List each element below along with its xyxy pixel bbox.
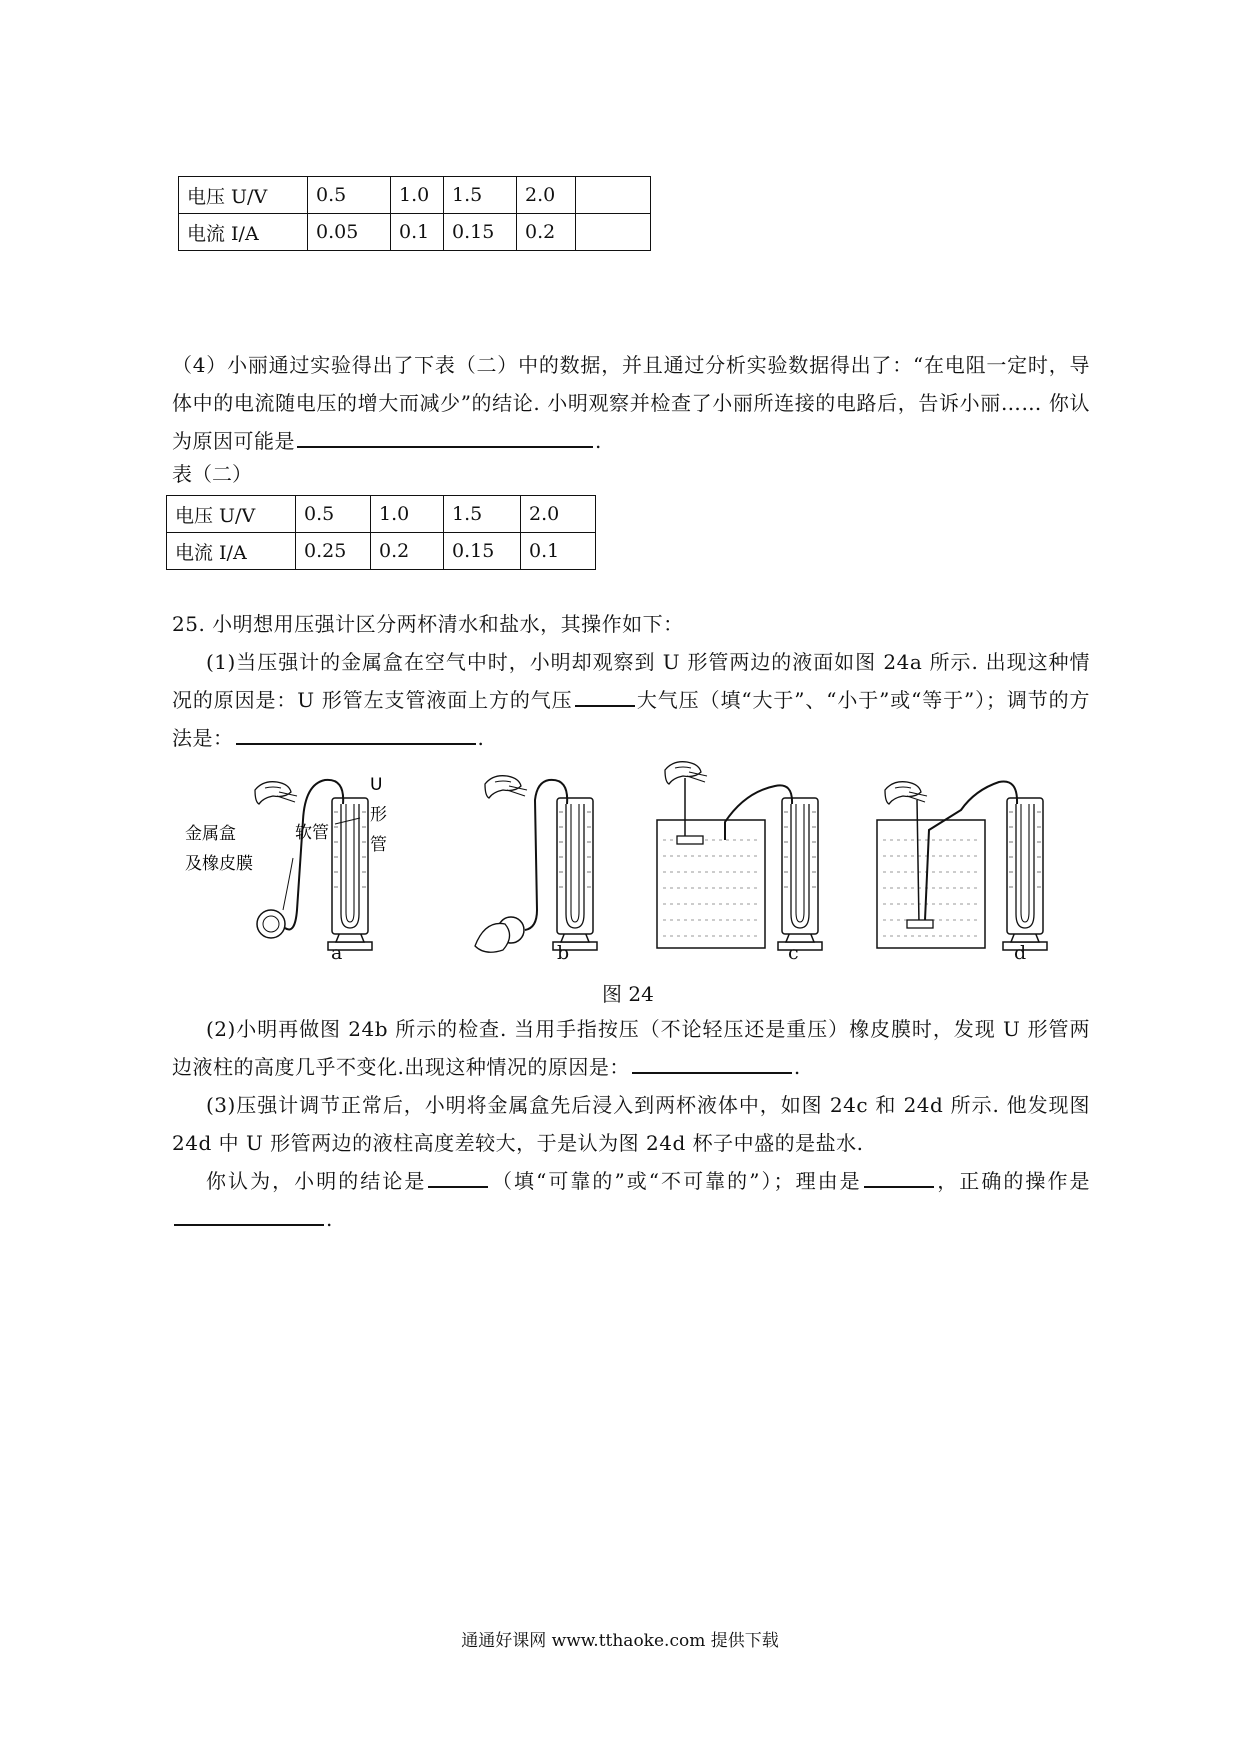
- table-1: [178, 176, 651, 251]
- question-25-part-3: (3)压强计调节正常后，小明将金属盒先后浸入到两杯液体中，如图 24c 和 24d 所示. 他发现图 24d 中 U 形管两边的液柱高度差较大，于是认为图 24d 杯子中盛的是盐水.: [172, 1093, 1090, 1155]
- table-2-caption: 表（二）: [172, 462, 252, 486]
- table-cell: 0.15: [444, 214, 517, 251]
- answer-blank[interactable]: [428, 1164, 488, 1188]
- figure-24c-diagram: [657, 762, 822, 950]
- question-25-stem: 25. 小明想用压强计区分两杯清水和盐水，其操作如下：: [172, 612, 684, 636]
- question-25-part-4: [172, 1162, 1090, 1238]
- answer-blank[interactable]: [174, 1202, 324, 1226]
- table-row: [179, 214, 651, 251]
- table-row: [167, 533, 596, 570]
- table-cell: [576, 177, 651, 214]
- table-cell-label: 电流 I/A: [167, 533, 296, 570]
- table-cell: 1.0: [391, 177, 444, 214]
- question-25-part-1: [172, 643, 1090, 757]
- table-cell: 0.5: [296, 496, 371, 533]
- question-4-text: [172, 346, 1090, 460]
- table-cell: 0.2: [371, 533, 444, 570]
- table-cell: 1.5: [444, 177, 517, 214]
- figure-24a-diagram: [255, 780, 372, 950]
- part-4-text-a: 你认为，小明的结论是: [206, 1169, 427, 1193]
- label-metal-box: 金属盒: [185, 824, 236, 844]
- table-row: [179, 177, 651, 214]
- part-4-text-c: ，正确的操作是: [935, 1169, 1091, 1193]
- table-cell: 0.05: [308, 214, 391, 251]
- table-cell: 2.0: [521, 496, 596, 533]
- table-cell: [576, 214, 651, 251]
- part-4-text-b: （填“可靠的”或“不可靠的”）；理由是: [490, 1169, 862, 1193]
- part-1-text-a: (1)当压强计的金属盒在空气中时，小明却观察到 U 形管两边的液面如图 24a 所示. 出现这种情况的原因是：U 形管左支管液面上方的气压: [172, 650, 1090, 712]
- table-cell-label: 电压 U/V: [167, 496, 296, 533]
- period: .: [326, 1207, 333, 1231]
- question-25-part-2: [172, 1010, 1090, 1086]
- period: .: [793, 1055, 801, 1079]
- part-1-text-b: 大气压（填“大于”、“小于”或“等于”）；调节的方法是：: [172, 688, 1090, 750]
- answer-blank[interactable]: [632, 1050, 792, 1074]
- table-cell-label: 电压 U/V: [179, 177, 308, 214]
- table-cell: 1.5: [444, 496, 521, 533]
- label-u-1: U: [370, 775, 383, 795]
- table-row: [167, 496, 596, 533]
- figure-label-c: c: [788, 942, 799, 964]
- label-u-2: 形: [370, 805, 387, 825]
- table-cell-label: 电流 I/A: [179, 214, 308, 251]
- table-2: [166, 495, 596, 570]
- table-cell: 0.1: [391, 214, 444, 251]
- figure-label-d: d: [1014, 942, 1027, 964]
- answer-blank[interactable]: [864, 1164, 934, 1188]
- answer-blank[interactable]: [575, 683, 635, 707]
- table-cell: 0.2: [517, 214, 576, 251]
- part-2-text: (2)小明再做图 24b 所示的检查. 当用手指按压（不论轻压还是重压）橡皮膜时，发现 U 形管两边液柱的高度几乎不变化.出现这种情况的原因是：: [172, 1017, 1090, 1079]
- table-cell: 0.15: [444, 533, 521, 570]
- label-rubber-membrane: 及橡皮膜: [185, 854, 253, 874]
- figure-24b-diagram: [475, 776, 597, 953]
- table-cell: 0.1: [521, 533, 596, 570]
- table-cell: 0.25: [296, 533, 371, 570]
- figure-label-a: a: [331, 942, 343, 964]
- figure-label-b: b: [557, 942, 570, 964]
- question-4-body: （4）小丽通过实验得出了下表（二）中的数据，并且通过分析实验数据得出了：“在电阻一定时，导体中的电流随电压的增大而减少”的结论. 小明观察并检查了小丽所连接的电路后，告诉小丽…… 你认为原因可能是: [172, 353, 1090, 453]
- answer-blank[interactable]: [297, 424, 593, 448]
- answer-blank[interactable]: [236, 721, 476, 745]
- table-cell: 1.0: [371, 496, 444, 533]
- page-footer: 通通好课网 www.tthaoke.com 提供下载: [461, 1631, 779, 1651]
- label-u-3: 管: [370, 835, 387, 855]
- figure-24d-diagram: [877, 781, 1047, 950]
- figure-24: [185, 760, 1065, 960]
- table-cell: 2.0: [517, 177, 576, 214]
- table-cell: 0.5: [308, 177, 391, 214]
- label-hose: 软管: [295, 823, 329, 843]
- period: .: [477, 726, 485, 750]
- period: .: [595, 429, 602, 453]
- figure-caption: 图 24: [602, 982, 654, 1006]
